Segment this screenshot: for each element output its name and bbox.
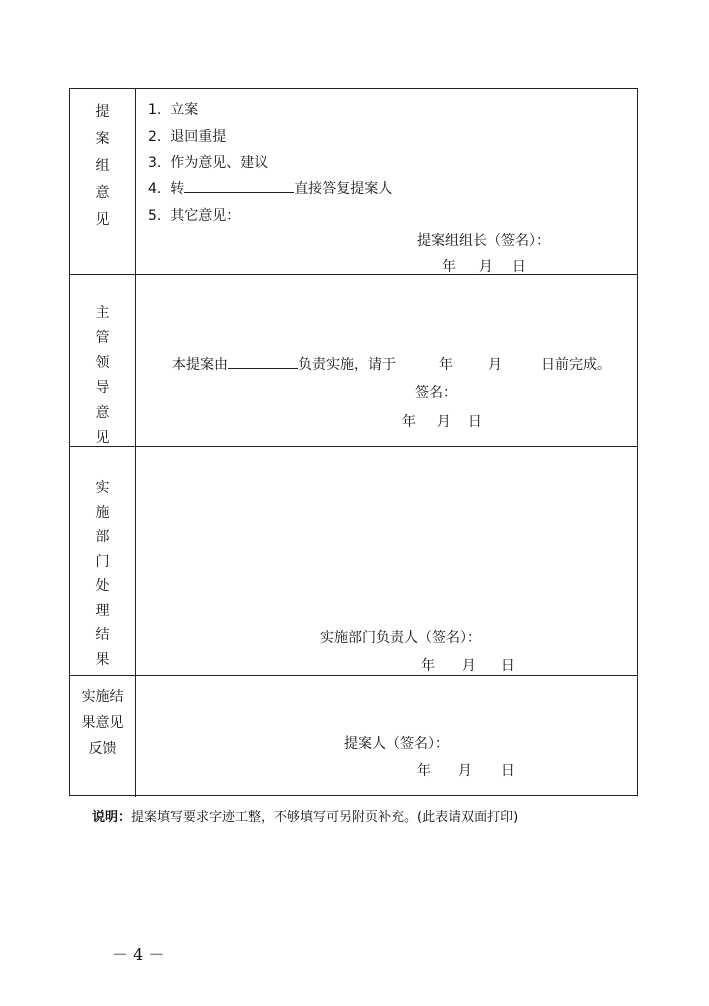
deadline-day: 日前完成。 [541, 357, 611, 373]
label-char: 门 [95, 553, 110, 570]
date-year: 年 [402, 414, 416, 430]
leader-row [70, 274, 637, 446]
date-line [442, 256, 526, 276]
deadline-year: 年 [439, 357, 453, 373]
date-month: 月 [478, 259, 493, 275]
option-text: 其它意见： [170, 208, 241, 224]
label-char: 意 [95, 185, 110, 201]
option-text: 转 [170, 181, 185, 197]
date-year: 年 [417, 763, 431, 779]
leader-content [136, 275, 637, 446]
proposal-group-label [70, 89, 136, 274]
option-text: 立案 [170, 102, 199, 118]
deadline-month: 月 [488, 357, 502, 373]
label-char: 组 [95, 158, 110, 174]
proposer-signature: 提案人（签名）： [344, 736, 449, 752]
footnote-text: 提案填写要求字迹工整，不够填写可另附页补充。(此表请双面打印) [131, 810, 519, 825]
date-month: 月 [461, 658, 476, 674]
option-text: 直接答复提案人 [294, 181, 393, 197]
footnote [92, 806, 518, 825]
label-char: 施 [95, 504, 110, 521]
assignment-sentence [172, 354, 396, 374]
label-char: 见 [95, 212, 110, 228]
label-line: 果意见 [81, 715, 124, 731]
footnote-heading: 说明： [92, 810, 132, 825]
label-char: 提 [95, 104, 110, 120]
label-char: 见 [95, 430, 110, 446]
date-day: 日 [500, 763, 515, 779]
label-char: 管 [95, 330, 110, 346]
date-line [417, 760, 515, 780]
date-line [421, 655, 515, 675]
feedback-content [136, 676, 637, 797]
option-text: 退回重提 [170, 129, 227, 145]
feedback-label [70, 676, 136, 797]
label-char: 实 [95, 480, 110, 496]
option-number: 2. [148, 129, 162, 145]
date-month: 月 [436, 414, 451, 430]
option-text: 作为意见、建议 [170, 155, 269, 171]
label-char: 案 [95, 131, 110, 147]
sentence-text: 本提案由 [172, 357, 228, 373]
date-month: 月 [457, 763, 472, 779]
option-4 [148, 178, 392, 198]
label-char: 理 [95, 602, 110, 619]
implementation-label [70, 447, 136, 675]
group-leader-signature: 提案组组长（签名）： [417, 233, 550, 249]
label-line: 实施结 [81, 689, 124, 705]
option-number: 1. [148, 102, 162, 118]
department-blank[interactable] [228, 355, 298, 369]
label-char: 处 [95, 578, 110, 594]
date-day: 日 [500, 658, 515, 674]
label-char: 主 [95, 305, 110, 321]
label-char: 导 [95, 380, 110, 396]
label-char: 结 [95, 627, 110, 643]
option-number: 4. [148, 181, 162, 197]
date-day: 日 [511, 259, 526, 275]
proposal-form-table [69, 88, 638, 796]
option-number: 5. [148, 208, 162, 224]
proposal-group-content [136, 89, 637, 274]
implementation-content [136, 447, 637, 675]
date-day: 日 [467, 414, 482, 430]
sentence-text: 负责实施，请于 [298, 357, 396, 373]
feedback-row [70, 675, 637, 797]
label-char: 果 [95, 651, 110, 668]
implementation-row [70, 446, 637, 675]
page-number: － 4 － [112, 945, 165, 964]
proposal-group-row [70, 89, 637, 274]
label-line: 反馈 [88, 741, 117, 757]
option-3 [148, 152, 268, 172]
label-char: 领 [95, 355, 110, 371]
option-5 [148, 205, 240, 225]
date-year: 年 [442, 259, 456, 275]
label-char: 意 [95, 405, 110, 421]
date-year: 年 [421, 658, 435, 674]
leader-label [70, 275, 136, 446]
department-head-signature: 实施部门负责人（签名）： [320, 630, 481, 646]
date-line [402, 411, 482, 431]
leader-signature: 签名： [415, 385, 457, 401]
label-char: 部 [95, 529, 110, 545]
option-1 [148, 99, 198, 119]
transfer-blank[interactable] [184, 179, 294, 193]
option-number: 3. [148, 155, 162, 171]
option-2 [148, 126, 226, 146]
